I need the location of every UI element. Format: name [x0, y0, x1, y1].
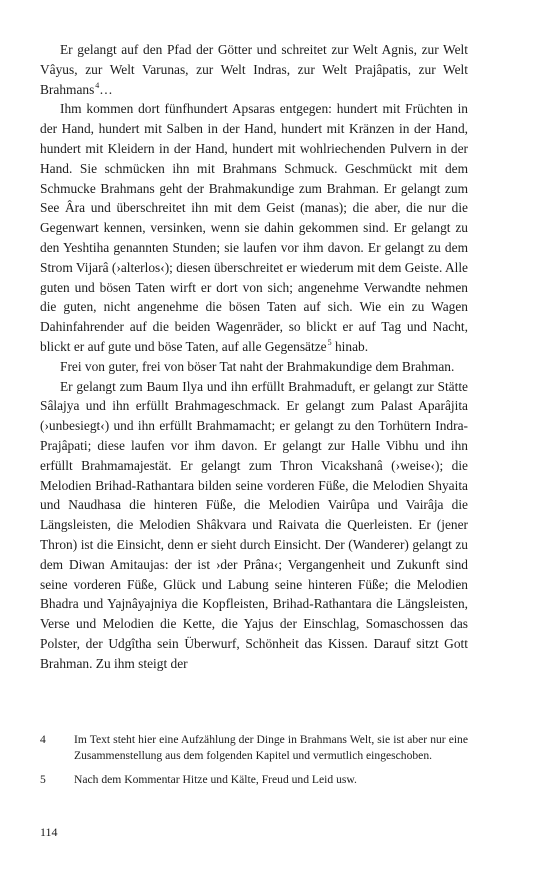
paragraph-text: Frei von guter, frei von böser Tat naht der Brahmakundige dem Brahman.: [60, 358, 455, 374]
footnote-number: 4: [40, 733, 46, 746]
footnote-4: [40, 732, 468, 764]
footnotes: [40, 732, 468, 795]
paragraph-text: …: [99, 81, 113, 97]
paragraph-2: [40, 99, 468, 356]
footnote-5: [40, 772, 468, 788]
paragraph-text: Er gelangt zum Baum Ilya und ihn erfüllt Brahmaduft, er gelangt zur Stätte Sâlajya und ihn erfüllt Brahmageschmack. Er gelangt zum Palast Aparâjita (›unbesiegt‹) und ihn erfüllt Brahmamacht; er gelangt zu den Torhütern Indra-Prajâpati; diese laufen vor ihm davon. Er gelangt zur Halle Vibhu und ihn erfüllt Brahmamajestät. Er gelangt zum Thron Vicakshanâ (›weise‹); die Melodien Brihad-Rathantara bilden seine vorderen Füße, die Melodien Shyaita und Naudhasa die hinteren Füße, die Melodien Vairûpa und Vairâja die Längsleisten, die Melodien Shâkvara und Raivata die Querleisten. Er (jener Thron) ist die Einsicht, denn er sieht durch Einsicht. Der (Wanderer) gelangt zu dem Diwan Amitaujas: der ist ›der Prâna‹; Vergangenheit und Zukunft sind seine vorderen Füße, Glück und Labung seine hinteren Füße; die Melodien Bhadra und Yajnâyajniya die Kopfleisten, Brihad-Rathantara die Längsleisten, Verse und Melodien die Kette, die Yajus der Einschlag, Somaschossen das Polster, der Udgîtha sein Überwurf, Schönheit das Kissen. Darauf sitzt Gott Brahman. Zu ihm steigt der: [40, 378, 468, 671]
main-text: [40, 40, 468, 674]
footnote-text: Im Text steht hier eine Aufzählung der Dinge in Brahmans Welt, sie ist aber nur eine Zusammenstellung aus dem folgenden Kapitel und vermutlich eingeschoben.: [74, 733, 468, 762]
footnote-reference: 4: [95, 81, 100, 91]
footnote-text: Nach dem Kommentar Hitze und Kälte, Freud und Leid usw.: [74, 772, 357, 786]
paragraph-3: [40, 357, 468, 377]
page-number: 114: [40, 825, 58, 839]
paragraph-text: hinab.: [331, 338, 369, 354]
footnote-reference: 5: [327, 338, 332, 348]
paragraph-text: Er gelangt auf den Pfad der Götter und schreitet zur Welt Agnis, zur Welt Vâyus, zur Welt Varunas, zur Welt Indras, zur Welt Prajâpatis, zur Welt Brahmans: [40, 42, 468, 97]
paragraph-text: Ihm kommen dort fünfhundert Apsaras entgegen: hundert mit Früchten in der Hand, hundert mit Salben in der Hand, hundert mit Kränzen in der Hand, hundert mit Kleidern in der Hand, hundert mit wohlriechenden Pulvern in der Hand. Sie schmücken ihn mit Brahmans Schmuck. Geschmückt mit dem Schmucke Brahmans geht der Brahmakundige zum Brahman. Er gelangt zum See Âra und überschreitet ihn mit dem Geist (manas); die aber, die nur die Gegenwart kennen, versinken, wenn sie dahin gekommen sind. Er gelangt zu den Yeshtiha genannten Stunden; sie laufen vor ihm davon. Er gelangt zu dem Strom Vijarâ (›alterlos‹); diesen überschreitet er wiederum mit dem Geiste. Alle guten und bösen Taten wirft er dort von sich; angenehme Verwandte nehmen die guten, nicht angenehme die bösen Taten auf sich. Wie ein zu Wagen Dahinfahrender auf die beiden Wagenräder, so blickt er auf Tag und Nacht, blickt er auf gute und böse Taten, auf alle Gegensätze: [40, 101, 468, 354]
paragraph-1: [40, 40, 468, 99]
footnote-number: 5: [40, 772, 46, 786]
paragraph-4: [40, 377, 468, 674]
